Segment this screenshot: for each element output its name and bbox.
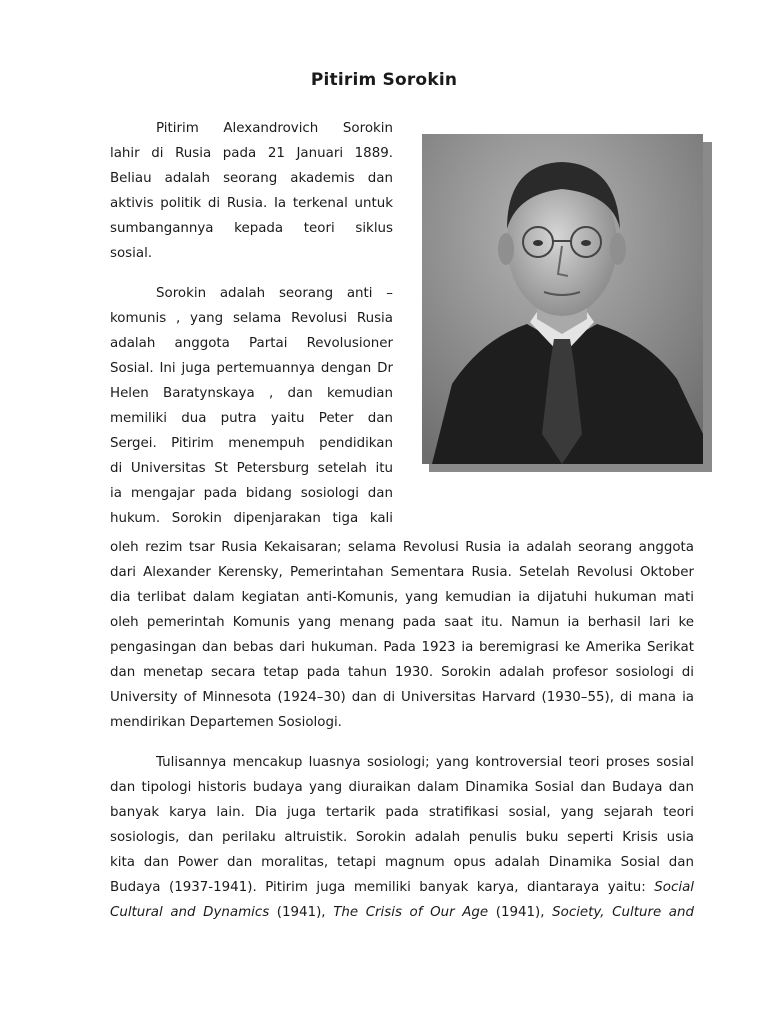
page-title: Pitirim Sorokin [310,70,458,90]
text-line: aktivis politik di Rusia. Ia terkenal untuk [110,196,393,211]
text-line: memiliki dua putra yaitu Peter dan [110,411,393,426]
text-line: Pitirim Alexandrovich Sorokin [156,121,393,136]
portrait-photo [422,134,703,464]
text-line: banyak karya lain. Dia juga tertarik pada stratifikasi sosial, yang sejarah teori [110,805,694,820]
text-line: Sorokin adalah seorang anti – [156,286,393,301]
text-line: di Universitas St Petersburg setelah itu [110,461,393,476]
italic-title: The Crisis of Our Age [333,905,489,920]
text-line: Tulisannya mencakup luasnya sosiologi; yang kontroversial teori proses sosial [156,755,694,770]
text-line: lahir di Rusia pada 21 Januari 1889. [110,146,393,161]
text-line: Sergei. Pitirim menempuh pendidikan [110,436,393,451]
text-line: oleh pemerintah Komunis yang menang pada saat itu. Namun ia berhasil lari ke [110,615,694,630]
italic-title: Cultural and Dynamics [110,905,270,920]
text-line: mendirikan Departemen Sosiologi. [110,715,342,730]
text-line: sosial. [110,246,153,261]
text-line: sosiologis, dan perilaku altruistik. Sorokin adalah penulis buku seperti Krisis usia [110,830,694,845]
text-line: komunis , yang selama Revolusi Rusia [110,311,393,326]
text-line: dan tipologi historis budaya yang diuraikan dalam Dinamika Sosial dan Budaya dan [110,780,694,795]
text-line: Budaya (1937-1941). Pitirim juga memiliki banyak karya, diantaraya yaitu: Social [110,880,694,895]
text-line: dan menetap secara tetap pada tahun 1930. Sorokin adalah profesor sosiologi di [110,665,694,680]
text-line: oleh rezim tsar Rusia Kekaisaran; selama Revolusi Rusia ia adalah seorang anggota [110,540,694,555]
text-line: Helen Baratynskaya , dan kemudian [110,386,393,401]
text-line: Cultural and Dynamics (1941), The Crisis of Our Age (1941), Society, Culture and [110,905,694,920]
text-line: sumbangannya kepada teori siklus [110,221,393,236]
text-line: hukum. Sorokin dipenjarakan tiga kali [110,511,393,526]
italic-title: Society, Culture and [552,905,694,920]
text-line: Beliau adalah seorang akademis dan [110,171,393,186]
text-line: pengasingan dan bebas dari hukuman. Pada 1923 ia beremigrasi ke Amerika Serikat [110,640,694,655]
text-line: ia mengajar pada bidang sosiologi dan [110,486,393,501]
italic-title: Social [654,880,694,895]
text-line: dari Alexander Kerensky, Pemerintahan Sementara Rusia. Setelah Revolusi Oktober [110,565,694,580]
text-line: Sosial. Ini juga pertemuannya dengan Dr [110,361,393,376]
text-line: adalah anggota Partai Revolusioner [110,336,393,351]
text-line: kita dan Power dan moralitas, tetapi magnum opus adalah Dinamika Sosial dan [110,855,694,870]
text-line: University of Minnesota (1924–30) dan di Universitas Harvard (1930–55), di mana ia [110,690,694,705]
text-line: dia terlibat dalam kegiatan anti-Komunis, yang kemudian ia dijatuhi hukuman mati [110,590,694,605]
